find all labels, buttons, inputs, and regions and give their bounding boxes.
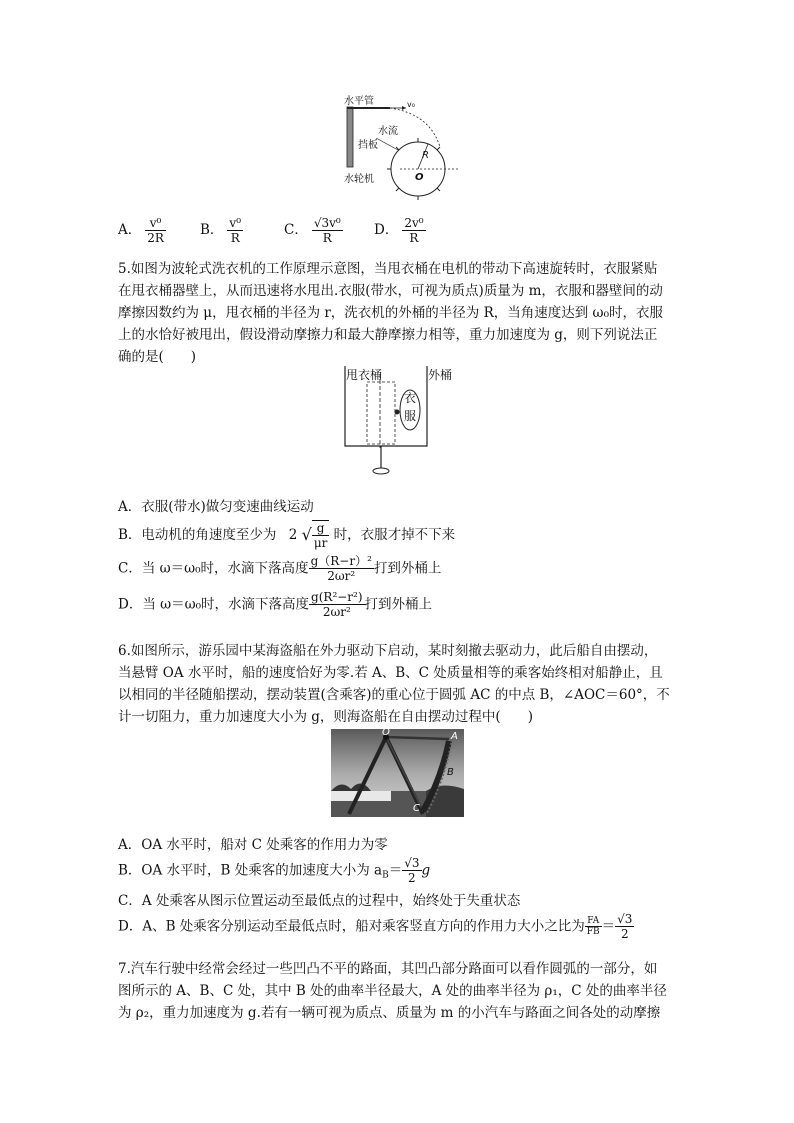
- label-outer-drum: 外桶: [428, 368, 453, 382]
- q5-stem-line: 5.如图为波轮式洗衣机的工作原理示意图，当甩衣桶在电机的带动下高速旋转时，衣服紧贴: [118, 261, 658, 277]
- q7-stem: [118, 958, 667, 1024]
- q6-option-b: B．OA 水平时，B 处乘客的加速度大小为 $a_B=$ $\frac{√3}{2}$ g: [118, 856, 431, 885]
- label-B-point: B: [447, 767, 454, 778]
- q6-stem-line: 以相同的半径随船摆动，摆动装置(含乘客)的重心位于圆弧 AC 的中点 B，∠AOC＝60°，不: [118, 687, 670, 703]
- label-v0: v₀: [407, 100, 415, 109]
- pirate-ship-drawing: [331, 729, 464, 817]
- q5-stem-line: 上的水恰好被甩出，假设滑动摩擦力和最大静摩擦力相等，重力加速度为 g，则下列说法正: [118, 327, 658, 343]
- label-cloth-2: 服: [404, 409, 417, 423]
- label-A-point: A: [451, 731, 458, 742]
- q5-stem-line: 摩擦因数约为 μ，甩衣桶的半径为 r，洗衣机的外桶的半径为 R，当角速度达到 ω₀时，衣服: [118, 305, 663, 321]
- q6-stem-line: 计一切阻力，重力加速度大小为 g，则海盗船在自由摆动过程中( ): [118, 709, 533, 725]
- q4-option-c: C． $\frac{\text{√3v⁰}}{R}$: [284, 216, 341, 245]
- q7-stem-line: 图所示的 A、B、C 处，其中 B 处的曲率半径最大，A 处的曲率半径为 ρ₁，C 处的曲率半径: [118, 983, 667, 999]
- q7-stem-line: 7.汽车行驶中经常会经过一些凹凸不平的路面，其凹凸部分路面可以看作圆弧的一部分，如: [118, 961, 658, 977]
- pirate-ship-photo: [331, 729, 464, 817]
- q4-option-d: D． $\frac{\text{2v⁰}}{R}$: [374, 216, 424, 245]
- q5-option-a: A．衣服(带水)做匀变速曲线运动: [118, 499, 314, 515]
- label-R: R: [422, 150, 429, 161]
- q6-stem-line: 6.如图所示，游乐园中某海盗船在外力驱动下启动，某时刻撤去驱动力，此后船自由摆动，: [118, 643, 658, 659]
- q5-stem-line: 确的是( ): [118, 349, 197, 365]
- q4-option-a: A． $\frac{\text{v⁰}}{2R}$: [118, 216, 164, 245]
- q6-option-a: A．OA 水平时，船对 C 处乘客的作用力为零: [118, 837, 388, 853]
- label-C-point: C: [413, 803, 420, 814]
- q6-stem-line: 当悬臂 OA 水平时，船的速度恰好为零.若 A、B、C 处质量相等的乘客始终相对船静止，且: [118, 665, 663, 681]
- washing-machine-figure: [340, 364, 460, 482]
- q5-option-d: D．当 ω＝ω₀时，水滴下落高度 $\frac{\text{g(R²−r²)}}{\text{2ωr²}}$ 打到外桶上: [118, 590, 433, 619]
- label-O: O: [415, 172, 424, 183]
- q5-option-b: B．电动机的角速度至少为 2 √ $\frac{g}{\mu r}$ 时，衣服才掉不下来: [118, 521, 456, 550]
- q6-stem: [118, 640, 670, 728]
- q5-option-c: C．当 ω＝ω₀时，水滴下落高度 $\frac{\text{g（R−r）²}}{\text{2ωr²}}$ 打到外桶上: [118, 554, 442, 583]
- label-inner-drum: 甩衣桶: [346, 368, 383, 382]
- label-wheel: 水轮机: [344, 174, 374, 185]
- q5-stem-line: 在甩衣桶器壁上，从而迅速将水甩出.衣服(带水，可视为质点)质量为 m，衣服和器壁间的动: [118, 283, 663, 299]
- label-pipe: 水平管: [344, 96, 374, 107]
- label-cloth-1: 衣: [404, 391, 417, 405]
- label-O-pivot: O: [382, 727, 390, 738]
- water-wheel-figure: [340, 92, 460, 202]
- q7-stem-line: 为 ρ₂，重力加速度为 g.若有一辆可视为质点、质量为 m 的小汽车与路面之间各处的动摩擦: [118, 1005, 661, 1021]
- label-flow: 水流: [378, 126, 398, 137]
- q4-option-b: B． $\frac{\text{v⁰}}{R}$: [200, 216, 242, 245]
- q6-option-d: D．A、B 处乘客分别运动至最低点时，船对乘客竖直方向的作用力大小之比为 $\frac{FA}{FB}$ ＝ $\frac{√3}{2}$: [118, 912, 633, 941]
- q5-stem: [118, 258, 663, 368]
- label-baffle: 挡板: [358, 140, 378, 151]
- q6-option-c: C．A 处乘客从图示位置运动至最低点的过程中，始终处于失重状态: [118, 893, 521, 909]
